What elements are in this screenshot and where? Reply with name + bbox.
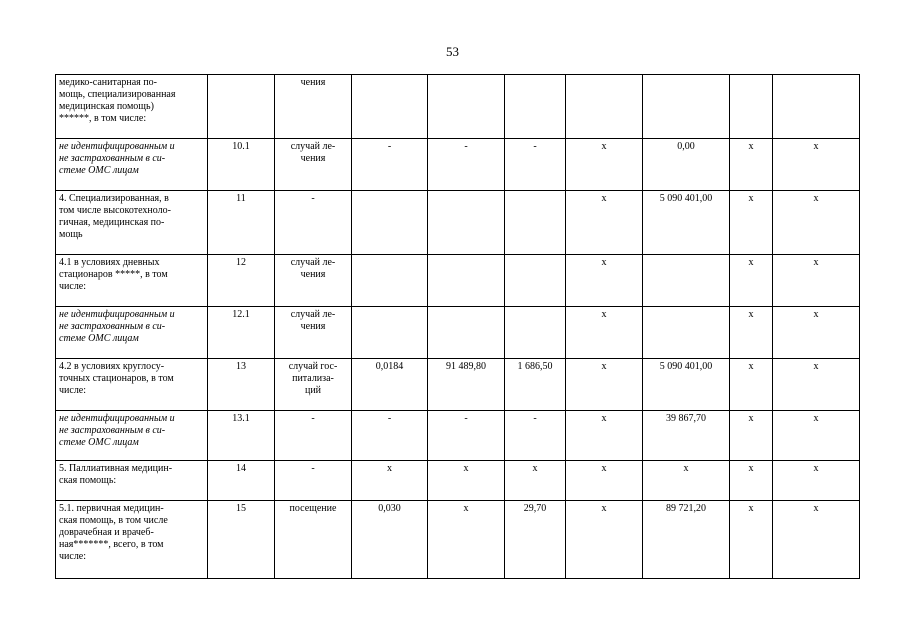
unit-cell: случай ле- чения — [275, 255, 352, 307]
value-cell: х — [730, 461, 773, 501]
value-cell — [566, 75, 643, 139]
value-cell: х — [730, 139, 773, 191]
row-label: 5. Паллиативная медицин- ская помощь: — [56, 461, 208, 501]
value-cell: - — [505, 139, 566, 191]
value-cell: х — [773, 255, 860, 307]
value-cell: 29,70 — [505, 501, 566, 579]
value-cell: х — [566, 501, 643, 579]
value-cell — [505, 191, 566, 255]
table-row — [56, 359, 860, 411]
value-cell: х — [428, 501, 505, 579]
tariff-table — [55, 74, 860, 579]
table-row — [56, 411, 860, 461]
value-cell: х — [730, 255, 773, 307]
value-cell — [773, 75, 860, 139]
unit-cell: случай ле- чения — [275, 139, 352, 191]
value-cell: х — [566, 139, 643, 191]
value-cell: 5 090 401,00 — [643, 191, 730, 255]
row-label: 4.2 в условиях круглосу- точных стационаров, в том числе: — [56, 359, 208, 411]
row-label: не идентифицированным и не застрахованным в си- стеме ОМС лицам — [56, 307, 208, 359]
value-cell: х — [566, 411, 643, 461]
value-cell — [505, 307, 566, 359]
value-cell — [428, 307, 505, 359]
value-cell — [428, 75, 505, 139]
row-number: 12 — [208, 255, 275, 307]
value-cell — [643, 255, 730, 307]
value-cell: 0,00 — [643, 139, 730, 191]
value-cell: х — [566, 307, 643, 359]
value-cell: - — [352, 139, 428, 191]
value-cell: х — [566, 359, 643, 411]
value-cell: х — [730, 191, 773, 255]
row-label: 4.1 в условиях дневных стационаров *****, в том числе: — [56, 255, 208, 307]
value-cell: - — [505, 411, 566, 461]
unit-cell: - — [275, 461, 352, 501]
row-number: 13.1 — [208, 411, 275, 461]
value-cell: 0,030 — [352, 501, 428, 579]
value-cell: 89 721,20 — [643, 501, 730, 579]
row-number: 12.1 — [208, 307, 275, 359]
value-cell: 0,0184 — [352, 359, 428, 411]
value-cell: х — [730, 307, 773, 359]
value-cell: х — [730, 501, 773, 579]
value-cell: х — [566, 191, 643, 255]
value-cell: х — [730, 411, 773, 461]
value-cell: 39 867,70 — [643, 411, 730, 461]
value-cell — [505, 255, 566, 307]
value-cell: х — [773, 461, 860, 501]
value-cell: - — [428, 411, 505, 461]
value-cell — [643, 307, 730, 359]
value-cell: - — [352, 411, 428, 461]
row-label: не идентифицированным и не застрахованным в си- стеме ОМС лицам — [56, 411, 208, 461]
value-cell: 1 686,50 — [505, 359, 566, 411]
unit-cell: посещение — [275, 501, 352, 579]
value-cell: х — [773, 359, 860, 411]
row-number: 10.1 — [208, 139, 275, 191]
value-cell: х — [773, 501, 860, 579]
row-number — [208, 75, 275, 139]
table-row — [56, 461, 860, 501]
value-cell — [730, 75, 773, 139]
page-number: 53 — [446, 44, 459, 59]
value-cell: х — [505, 461, 566, 501]
value-cell: х — [352, 461, 428, 501]
value-cell: х — [566, 461, 643, 501]
table-row — [56, 75, 860, 139]
value-cell — [505, 75, 566, 139]
table-row — [56, 139, 860, 191]
table-row — [56, 191, 860, 255]
value-cell — [428, 255, 505, 307]
value-cell: х — [773, 139, 860, 191]
unit-cell: случай гос- питализа- ций — [275, 359, 352, 411]
value-cell: х — [428, 461, 505, 501]
value-cell: х — [566, 255, 643, 307]
value-cell: х — [773, 411, 860, 461]
row-number: 13 — [208, 359, 275, 411]
row-number: 15 — [208, 501, 275, 579]
row-label: 5.1. первичная медицин- ская помощь, в том числе доврачебная и врачеб- ная*******, всего, в том числе: — [56, 501, 208, 579]
row-number: 14 — [208, 461, 275, 501]
unit-cell: случай ле- чения — [275, 307, 352, 359]
table-row — [56, 307, 860, 359]
value-cell: 91 489,80 — [428, 359, 505, 411]
table-row — [56, 501, 860, 579]
unit-cell: - — [275, 191, 352, 255]
value-cell — [428, 191, 505, 255]
value-cell — [352, 307, 428, 359]
value-cell: х — [643, 461, 730, 501]
unit-cell: - — [275, 411, 352, 461]
value-cell: х — [773, 191, 860, 255]
value-cell: 5 090 401,00 — [643, 359, 730, 411]
value-cell: х — [730, 359, 773, 411]
value-cell — [352, 75, 428, 139]
row-number: 11 — [208, 191, 275, 255]
row-label: 4. Специализированная, в том числе высокотехноло- гичная, медицинская по- мощь — [56, 191, 208, 255]
unit-cell: чения — [275, 75, 352, 139]
row-label: не идентифицированным и не застрахованным в си- стеме ОМС лицам — [56, 139, 208, 191]
value-cell — [352, 191, 428, 255]
value-cell — [352, 255, 428, 307]
value-cell: х — [773, 307, 860, 359]
value-cell: - — [428, 139, 505, 191]
table-row — [56, 255, 860, 307]
row-label: медико-санитарная по- мощь, специализированная медицинская помощь) ******, в том числе: — [56, 75, 208, 139]
value-cell — [643, 75, 730, 139]
